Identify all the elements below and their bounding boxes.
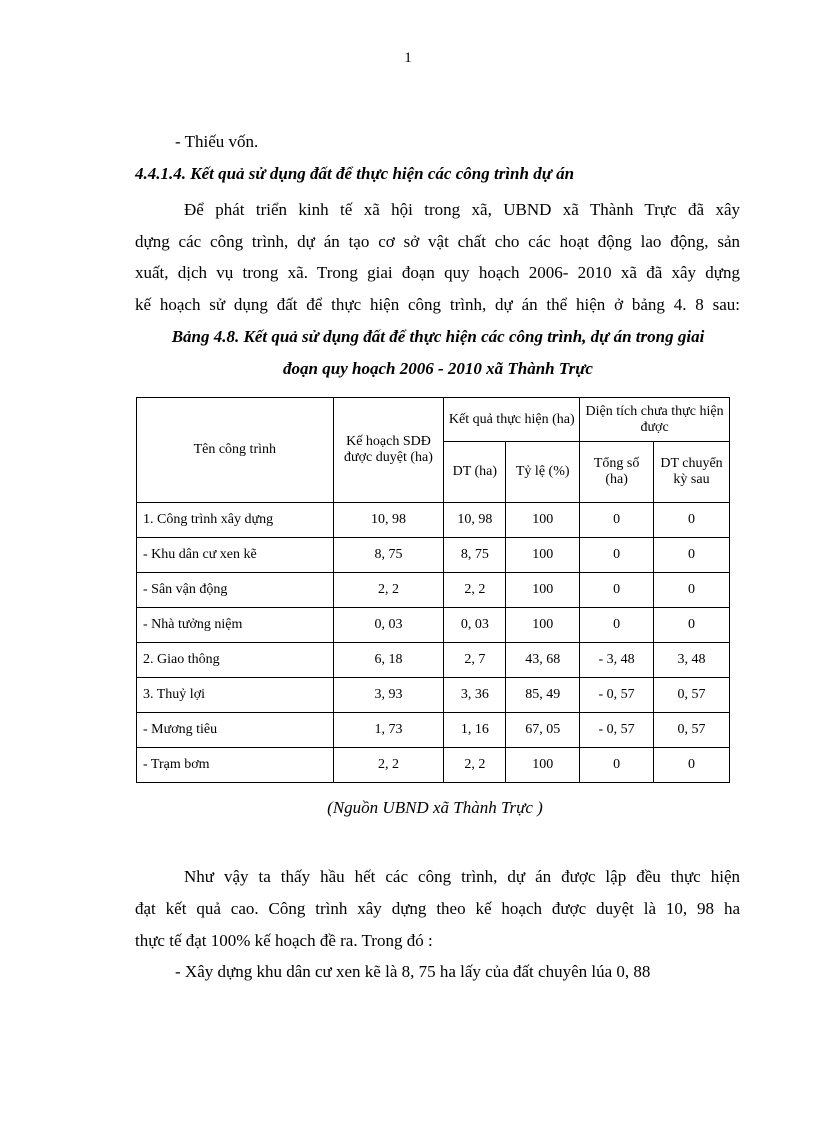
header-ket-qua: Kết quả thực hiện (ha) — [444, 398, 580, 442]
paragraph-1-line-4: kế hoạch sử dụng đất để thực hiện công trình, dự án thể hiện ở bảng 4. 8 sau: — [135, 295, 740, 314]
cell-pct: 85, 49 — [506, 678, 580, 713]
table-row — [137, 643, 730, 678]
cell-dt: 2, 7 — [444, 643, 506, 678]
header-ke-hoach: Kế hoạch SDĐ được duyệt (ha) — [333, 398, 444, 503]
paragraph-1-line-3: xuất, dịch vụ trong xã. Trong giai đoạn quy hoạch 2006- 2010 xã đã xây dựng — [135, 263, 740, 282]
table-caption-line-2: đoạn quy hoạch 2006 - 2010 xã Thành Trực — [283, 359, 593, 378]
cell-name: - Sân vận động — [137, 573, 334, 608]
cell-plan: 6, 18 — [333, 643, 444, 678]
table-row — [137, 573, 730, 608]
table-row — [137, 538, 730, 573]
cell-dt: 10, 98 — [444, 503, 506, 538]
cell-total: 0 — [580, 573, 654, 608]
table-row — [137, 713, 730, 748]
cell-carry: 0 — [654, 608, 730, 643]
cell-name: - Trạm bơm — [137, 748, 334, 783]
cell-plan: 10, 98 — [333, 503, 444, 538]
cell-total: 0 — [580, 608, 654, 643]
header-ten-cong-trinh: Tên công trình — [137, 398, 334, 503]
paragraph-2-line-1: Như vậy ta thấy hầu hết các công trình, dự án được lập đều thực hiện — [184, 867, 740, 886]
cell-name: - Khu dân cư xen kẽ — [137, 538, 334, 573]
table-row — [137, 503, 730, 538]
header-ty-le: Tỷ lệ (%) — [506, 442, 580, 503]
header-dien-tich-chua: Diện tích chưa thực hiện được — [580, 398, 730, 442]
cell-plan: 2, 2 — [333, 748, 444, 783]
paragraph-1-line-1: Để phát triển kinh tế xã hội trong xã, UBND xã Thành Trực đã xây — [184, 200, 740, 219]
bullet-thieu-von: - Thiếu vốn. — [175, 132, 259, 151]
cell-dt: 2, 2 — [444, 748, 506, 783]
header-tong-so: Tổng số (ha) — [580, 442, 654, 503]
cell-plan: 1, 73 — [333, 713, 444, 748]
table-row — [137, 678, 730, 713]
table-source-note: (Nguồn UBND xã Thành Trực ) — [327, 798, 543, 817]
cell-carry: 0 — [654, 573, 730, 608]
cell-name: 2. Giao thông — [137, 643, 334, 678]
cell-dt: 0, 03 — [444, 608, 506, 643]
cell-plan: 8, 75 — [333, 538, 444, 573]
table-caption-line-1: Bảng 4.8. Kết quả sử dụng đất để thực hiện các công trình, dự án trong giai — [171, 327, 705, 346]
section-heading: 4.4.1.4. Kết quả sử dụng đất để thực hiện các công trình dự án — [135, 164, 575, 183]
cell-plan: 2, 2 — [333, 573, 444, 608]
cell-pct: 100 — [506, 573, 580, 608]
cell-total: 0 — [580, 538, 654, 573]
header-dt-chuyen: DT chuyển kỳ sau — [654, 442, 730, 503]
cell-dt: 3, 36 — [444, 678, 506, 713]
cell-total: - 0, 57 — [580, 713, 654, 748]
cell-carry: 3, 48 — [654, 643, 730, 678]
cell-carry: 0 — [654, 503, 730, 538]
paragraph-2-line-2: đạt kết quả cao. Công trình xây dựng theo kế hoạch được duyệt là 10, 98 ha — [135, 899, 740, 918]
cell-total: - 0, 57 — [580, 678, 654, 713]
cell-pct: 43, 68 — [506, 643, 580, 678]
header-dt: DT (ha) — [444, 442, 506, 503]
paragraph-2-line-4: - Xây dựng khu dân cư xen kẽ là 8, 75 ha lấy của đất chuyên lúa 0, 88 — [175, 962, 651, 981]
cell-name: 1. Công trình xây dựng — [137, 503, 334, 538]
cell-total: 0 — [580, 748, 654, 783]
table-row — [137, 748, 730, 783]
table-row — [137, 608, 730, 643]
cell-pct: 67, 05 — [506, 713, 580, 748]
cell-name: 3. Thuỷ lợi — [137, 678, 334, 713]
cell-pct: 100 — [506, 538, 580, 573]
cell-dt: 2, 2 — [444, 573, 506, 608]
cell-pct: 100 — [506, 748, 580, 783]
cell-plan: 0, 03 — [333, 608, 444, 643]
paragraph-2-line-3: thực tế đạt 100% kế hoạch đề ra. Trong đó : — [135, 931, 433, 950]
paragraph-1-line-2: dựng các công trình, dự án tạo cơ sở vật chất cho các hoạt động lao động, sản — [135, 232, 740, 251]
cell-total: - 3, 48 — [580, 643, 654, 678]
cell-dt: 8, 75 — [444, 538, 506, 573]
cell-total: 0 — [580, 503, 654, 538]
cell-carry: 0 — [654, 748, 730, 783]
cell-carry: 0 — [654, 538, 730, 573]
cell-pct: 100 — [506, 608, 580, 643]
cell-name: - Mương tiêu — [137, 713, 334, 748]
cell-carry: 0, 57 — [654, 678, 730, 713]
cell-carry: 0, 57 — [654, 713, 730, 748]
cell-dt: 1, 16 — [444, 713, 506, 748]
results-table — [136, 397, 730, 783]
cell-plan: 3, 93 — [333, 678, 444, 713]
cell-name: - Nhà tưởng niệm — [137, 608, 334, 643]
cell-pct: 100 — [506, 503, 580, 538]
page-number: 1 — [404, 50, 412, 66]
